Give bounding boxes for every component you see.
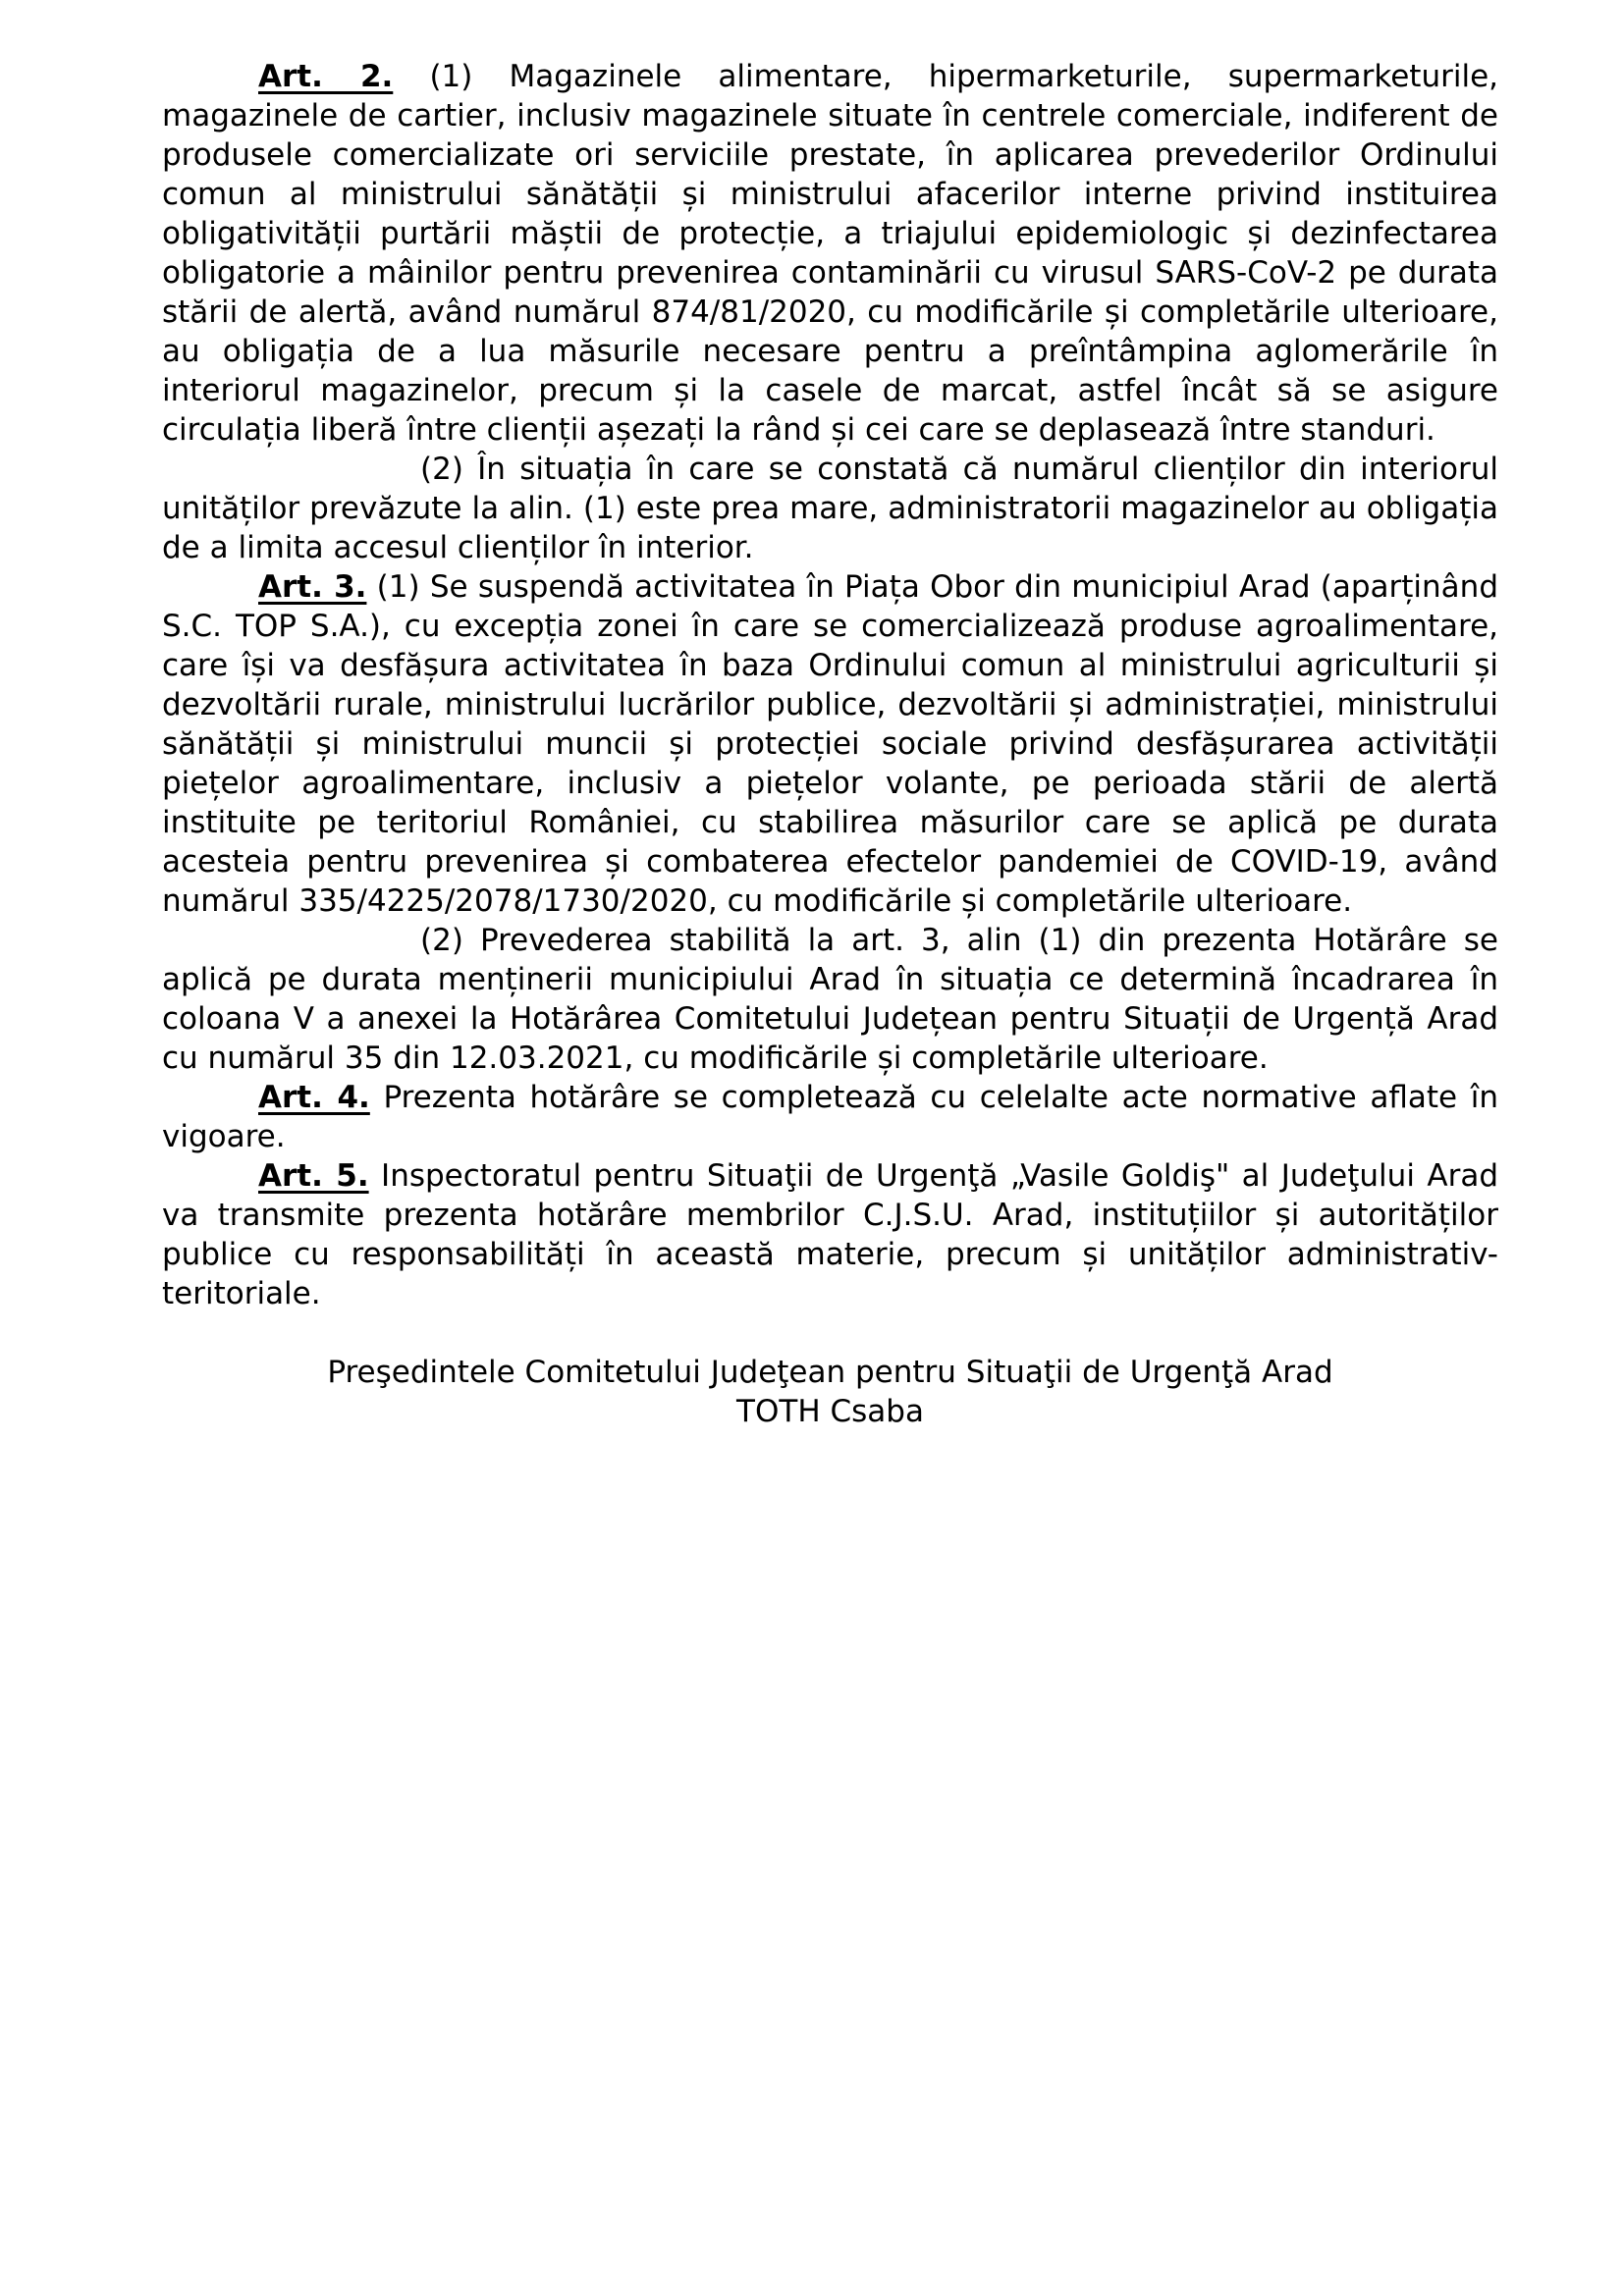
signature-block [162,1353,1498,1431]
art-2-alin2-text: (2) În situația în care se constată că numărul clienților din interiorul unităților prevăzute la alin. (1) este prea mare, administratorii magazinelor au obligația de a limita accesul clienților în interior. [162,452,1498,565]
art-4-text: Prezenta hotărâre se completează cu celelalte acte normative aflate în vigoare. [162,1080,1499,1154]
paragraph-art5 [162,1156,1498,1313]
art-5-label: Art. 5. [258,1158,369,1194]
art-2-label: Art. 2. [258,59,394,94]
paragraph-art3-alin2 [162,921,1498,1078]
art-3-alin1-text: (1) Se suspendă activitatea în Piața Obor din municipiul Arad (aparținând S.C. TOP S.A.), cu excepția zonei în care se comercializează produse agroalimentare, care își va desfășura activitatea în baza Ordinului comun al ministrului agriculturii și dezvoltării rurale, ministrului lucrărilor publice, dezvoltării și administrației, ministrului sănătății și ministrului muncii și protecției sociale privind desfășurarea activității piețelor agroalimentare, inclusiv a piețelor volante, pe perioada stării de alertă instituite pe teritoriul României, cu stabilirea măsurilor care se aplică pe durata acesteia pentru prevenirea și combaterea efectelor pandemiei de COVID-19, având numărul 335/4225/2078/1730/2020, cu modificările și completările ulterioare. [162,569,1498,919]
signature-title: Preşedintele Comitetului Judeţean pentru Situaţii de Urgenţă Arad [327,1355,1333,1390]
paragraph-art4 [162,1078,1498,1156]
paragraph-art3-alin1 [162,567,1498,921]
paragraph-art2-alin1 [162,57,1498,450]
art-4-label: Art. 4. [258,1080,370,1115]
art-5-text: Inspectoratul pentru Situaţii de Urgenţă „Vasile Goldiş" al Judeţului Arad va transmite prezenta hotărâre membrilor C.J.S.U. Arad, instituțiilor și autorităților publice cu responsabilități în această materie, precum și unităților administrativ-teritoriale. [162,1158,1498,1311]
art-3-label: Art. 3. [258,569,367,605]
art-3-alin2-text: (2) Prevederea stabilită la art. 3, alin (1) din prezenta Hotărâre se aplică pe durata menținerii municipiului Arad în situația ce determină încadrarea în coloana V a anexei la Hotărârea Comitetului Județean pentru Situații de Urgență Arad cu numărul 35 din 12.03.2021, cu modificările și completările ulterioare. [162,923,1498,1076]
paragraph-art2-alin2 [162,450,1498,567]
art-2-alin1-text: (1) Magazinele alimentare, hipermarketurile, supermarketurile, magazinele de cartier, inclusiv magazinele situate în centrele comerciale, indiferent de produsele comercializate ori serviciile prestate, în aplicarea prevederilor Ordinului comun al ministrului sănătății și ministrului afacerilor interne privind instituirea obligativității purtării măștii de protecție, a triajului epidemiologic și dezinfectarea obligatorie a mâinilor pentru prevenirea contaminării cu virusul SARS-CoV-2 pe durata stării de alertă, având numărul 874/81/2020, cu modificările și completările ulterioare, au obligația de a lua măsurile necesare pentru a preîntâmpina aglomerările în interiorul magazinelor, precum și la casele de marcat, astfel încât să se asigure circulația liberă între clienții așezați la rând și cei care se deplasează între standuri. [162,59,1499,448]
signature-name: TOTH Csaba [736,1394,924,1429]
